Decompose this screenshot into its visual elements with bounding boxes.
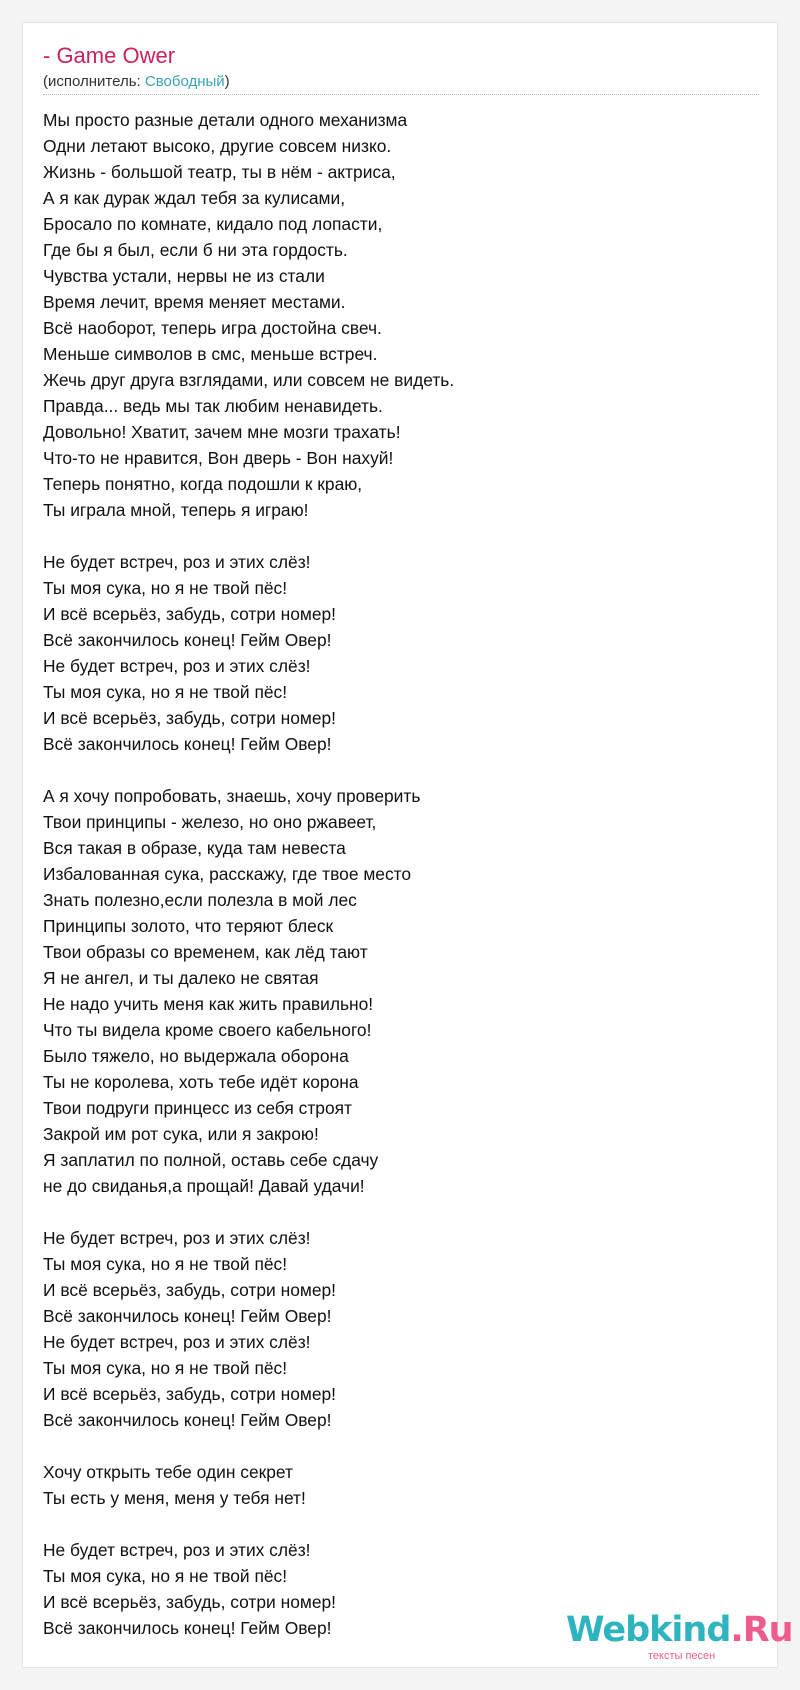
performer-link[interactable]: Свободный <box>144 73 225 90</box>
stanza-gap <box>43 1511 454 1537</box>
lyric-line: Правда... ведь мы так любим ненавидеть. <box>43 396 383 416</box>
performer-suffix: ) <box>224 73 230 90</box>
logo-main-text: Webkind <box>566 1610 731 1650</box>
logo-suffix-text: .Ru <box>730 1610 793 1650</box>
lyric-line: Принципы золото, что теряют блеск <box>43 916 334 936</box>
lyric-line: И всё всерьёз, забудь, сотри номер! <box>43 708 337 728</box>
lyric-line: Хочу открыть тебе один секрет <box>43 1462 293 1482</box>
lyric-line: Ты моя сука, но я не твой пёс! <box>43 578 288 598</box>
lyric-line: Время лечит, время меняет местами. <box>43 292 346 312</box>
lyric-line: Где бы я был, если б ни эта гордость. <box>43 240 348 260</box>
lyric-line: Ты моя сука, но я не твой пёс! <box>43 682 288 702</box>
lyric-line: А я как дурак ждал тебя за кулисами, <box>43 188 346 208</box>
header-divider <box>43 94 759 95</box>
lyric-line: Не будет встреч, роз и этих слёз! <box>43 1332 311 1352</box>
lyric-line: Меньше символов в смс, меньше встреч. <box>43 344 378 364</box>
lyric-line: Твои принципы - железо, но оно ржавеет, <box>43 812 377 832</box>
lyric-line: Всё наоборот, теперь игра достойна свеч. <box>43 318 382 338</box>
webkind-logo[interactable] <box>566 1610 793 1664</box>
lyric-line: Я заплатил по полной, оставь себе сдачу <box>43 1150 379 1170</box>
lyric-line: Я не ангел, и ты далеко не святая <box>43 968 319 988</box>
lyric-line: Избалованная сука, расскажу, где твое место <box>43 864 412 884</box>
lyric-line: Что ты видела кроме своего кабельного! <box>43 1020 372 1040</box>
lyric-line: Чувства устали, нервы не из стали <box>43 266 325 286</box>
lyric-line: Не будет встреч, роз и этих слёз! <box>43 1540 311 1560</box>
lyric-line: Всё закончилось конец! Гейм Овер! <box>43 630 332 650</box>
stanza-gap <box>43 1199 454 1225</box>
stanza-gap <box>43 523 454 549</box>
performer-prefix: (исполнитель: <box>43 73 145 90</box>
lyric-line: Что-то не нравится, Вон дверь - Вон нахуй! <box>43 448 394 468</box>
lyric-line: Всё закончилось конец! Гейм Овер! <box>43 734 332 754</box>
lyric-line: И всё всерьёз, забудь, сотри номер! <box>43 1384 337 1404</box>
lyric-line: Ты моя сука, но я не твой пёс! <box>43 1254 288 1274</box>
lyric-line: Ты моя сука, но я не твой пёс! <box>43 1566 288 1586</box>
lyric-line: Бросало по комнате, кидало под лопасти, <box>43 214 383 234</box>
lyric-line: А я хочу попробовать, знаешь, хочу проверить <box>43 786 421 806</box>
lyric-line: Вся такая в образе, куда там невеста <box>43 838 346 858</box>
lyric-line: Твои подруги принцесс из себя строят <box>43 1098 353 1118</box>
logo-wordmark <box>566 1610 793 1650</box>
lyric-line: И всё всерьёз, забудь, сотри номер! <box>43 1280 337 1300</box>
lyric-line: Ты моя сука, но я не твой пёс! <box>43 1358 288 1378</box>
lyric-line: Ты не королева, хоть тебе идёт корона <box>43 1072 359 1092</box>
lyric-line: Жизнь - большой театр, ты в нём - актриса, <box>43 162 396 182</box>
lyric-line: Мы просто разные детали одного механизма <box>43 110 408 130</box>
lyric-line: Не будет встреч, роз и этих слёз! <box>43 656 311 676</box>
lyric-line: не до свиданья,а прощай! Давай удачи! <box>43 1176 365 1196</box>
lyric-line: Не надо учить меня как жить правильно! <box>43 994 374 1014</box>
lyric-line: Одни летают высоко, другие совсем низко. <box>43 136 392 156</box>
lyric-line: Твои образы со временем, как лёд тают <box>43 942 368 962</box>
lyric-line: Ты играла мной, теперь я играю! <box>43 500 309 520</box>
lyric-line: Всё закончилось конец! Гейм Овер! <box>43 1618 332 1638</box>
lyric-line: Всё закончилось конец! Гейм Овер! <box>43 1410 332 1430</box>
lyric-line: Не будет встреч, роз и этих слёз! <box>43 552 311 572</box>
song-title: - Game Ower <box>43 43 176 68</box>
lyric-line: Не будет встреч, роз и этих слёз! <box>43 1228 311 1248</box>
stanza-gap <box>43 757 454 783</box>
logo-tagline: тексты песен <box>648 1650 716 1662</box>
lyric-line: И всё всерьёз, забудь, сотри номер! <box>43 1592 337 1612</box>
performer-line <box>43 73 230 90</box>
lyric-line: Жечь друг друга взглядами, или совсем не видеть. <box>43 370 455 390</box>
lyric-line: Довольно! Хватит, зачем мне мозги трахать! <box>43 422 401 442</box>
lyric-line: Ты есть у меня, меня у тебя нет! <box>43 1488 306 1508</box>
lyric-line: Теперь понятно, когда подошли к краю, <box>43 474 363 494</box>
lyric-line: Всё закончилось конец! Гейм Овер! <box>43 1306 332 1326</box>
lyric-line: Было тяжело, но выдержала оборона <box>43 1046 349 1066</box>
lyrics-card <box>22 22 778 1668</box>
lyric-line: Знать полезно,если полезла в мой лес <box>43 890 357 910</box>
lyric-line: Закрой им рот сука, или я закрою! <box>43 1124 319 1144</box>
lyrics-text <box>43 107 454 1641</box>
lyric-line: И всё всерьёз, забудь, сотри номер! <box>43 604 337 624</box>
stanza-gap <box>43 1433 454 1459</box>
